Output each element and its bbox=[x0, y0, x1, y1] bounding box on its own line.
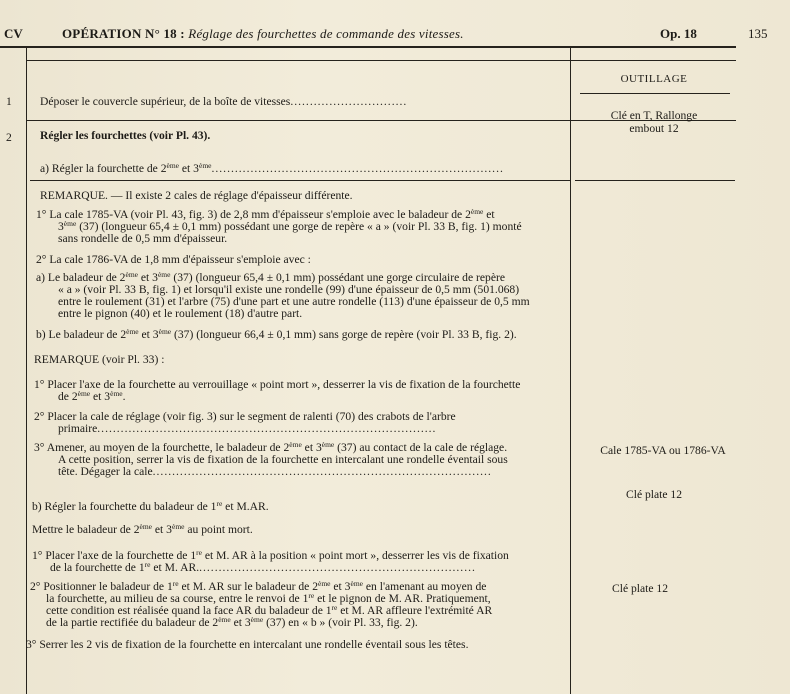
remark-1-item-1-line-2: 3ème (37) (longueur 65,4 ± 0,1 mm) possédant une gorge de repère « a » (voir Pl. 33 B, fig. 1) monté bbox=[58, 219, 522, 233]
step-t2-line-4: de la partie rectifiée du baladeur de 2ème et 3ème (37) en « b » (voir Pl. 33, fig. 2). bbox=[46, 615, 418, 629]
operation-ref: Op. 18 bbox=[660, 26, 697, 41]
tool-divider bbox=[575, 180, 735, 181]
item-2a-line-3: entre le roulement (31) et l'arbre (75) d'une part et une autre rondelle (113) d'une épaisseur de 0,5 mm bbox=[58, 295, 530, 308]
remark-2: REMARQUE (voir Pl. 33) : bbox=[34, 353, 165, 366]
operation-subject: Réglage des fourchettes de commande des vitesses. bbox=[188, 26, 464, 41]
step-s2-line-2: primaire....................................................................................... bbox=[58, 422, 437, 435]
item-2a-line-4: entre le pignon (40) et le roulement (18) d'autre part. bbox=[58, 307, 303, 320]
step-t1-line-2: de la fourchette de 1re et M. AR........................................................................ bbox=[50, 560, 476, 574]
left-margin-rule bbox=[26, 48, 27, 694]
header-rule-thin bbox=[26, 60, 736, 61]
step-s2-line-1: 2° Placer la cale de réglage (voir fig. 3) sur le segment de ralenti (70) des crabots de l'arbre bbox=[34, 410, 456, 423]
page-number: 135 bbox=[748, 26, 768, 41]
tool-3: Clé plate 12 bbox=[625, 488, 683, 501]
step-t3: 3° Serrer les 2 vis de fixation de la fourchette en intercalant une rondelle éventail sous les têtes. bbox=[26, 638, 469, 651]
header-rule bbox=[0, 46, 736, 48]
section-label: CV bbox=[4, 26, 23, 41]
remark-1-item-1-line-1: 1° La cale 1785-VA (voir Pl. 43, fig. 3) de 2,8 mm d'épaisseur s'emploie avec le baladeur de 2ème et bbox=[36, 207, 495, 221]
step-s1-line-1: 1° Placer l'axe de la fourchette au verrouillage « point mort », desserrer la vis de fixation de la fourchette bbox=[34, 378, 521, 391]
step-s1-line-2: de 2ème et 3ème. bbox=[58, 389, 126, 403]
row-divider bbox=[30, 180, 570, 181]
step-t1-line-1: 1° Placer l'axe de la fourchette de 1re et M. AR à la position « point mort », desserrer les vis de fixation bbox=[32, 548, 509, 562]
step-2: Régler les fourchettes (voir Pl. 43). bbox=[40, 129, 211, 142]
step-t2-line-1: 2° Positionner le baladeur de 1re et M. AR sur le baladeur de 2ème et 3ème en l'amenant au moyen de bbox=[30, 579, 487, 593]
step-s3-line-3: tête. Dégager la cale....................................................................................... bbox=[58, 465, 492, 478]
item-2a-line-1: a) Le baladeur de 2ème et 3ème (37) (longueur 65,4 ± 0,1 mm) possédant une gorge circulaire de repère bbox=[36, 270, 505, 284]
item-2a-line-2: « a » (voir Pl. 33 B, fig. 1) et lorsqu'il existe une rondelle (99) d'une épaisseur de 0,5 mm (501.068) bbox=[58, 283, 520, 296]
row-number-2: 2 bbox=[6, 131, 12, 144]
tool-2: Cale 1785-VA ou 1786-VA bbox=[600, 444, 726, 457]
step-b-title: b) Régler la fourchette du baladeur de 1re et M.AR. bbox=[32, 499, 269, 513]
step-s3-line-1: 3° Amener, au moyen de la fourchette, le baladeur de 2ème et 3ème (37) au contact de la cale de réglage. bbox=[34, 440, 508, 454]
tool-4: Clé plate 12 bbox=[611, 582, 669, 595]
remark-1-item-1-line-3: sans rondelle de 0,5 mm d'épaisseur. bbox=[58, 232, 228, 245]
operation-number: OPÉRATION N° 18 : bbox=[62, 26, 185, 41]
remark-1: REMARQUE. — Il existe 2 cales de réglage d'épaisseur différente. bbox=[40, 189, 353, 202]
step-2a-title: a) Régler la fourchette de 2ème et 3ème........................................................................... bbox=[40, 161, 504, 175]
item-2b: b) Le baladeur de 2ème et 3ème (37) (longueur 66,4 ± 0,1 mm) sans gorge de repère (voir Pl. 33 B, fig. 2). bbox=[36, 327, 517, 341]
step-1: Déposer le couvercle supérieur, de la boîte de vitesses.............................. bbox=[40, 95, 408, 108]
tool-1-line-1: Clé en T, Rallonge bbox=[610, 109, 698, 122]
page-title bbox=[62, 26, 464, 42]
row-number-1: 1 bbox=[6, 95, 12, 108]
step-t2-line-3: cette condition est réalisée quand la face AR du baladeur de 1re et M. AR affleure l'extrémité AR bbox=[46, 603, 493, 617]
tool-1-line-2: embout 12 bbox=[629, 122, 679, 135]
tooling-heading-rule bbox=[580, 93, 730, 94]
step-b-subtitle: Mettre le baladeur de 2ème et 3ème au point mort. bbox=[32, 522, 253, 536]
step-t2-line-2: la fourchette, au milieu de sa course, entre le renvoi de 1re et le pignon de M. AR. Pratiquement, bbox=[46, 591, 491, 605]
step-s3-line-2: A cette position, serrer la vis de fixation de la fourchette en intercalant une rondelle éventail sous bbox=[58, 453, 508, 466]
remark-1-item-2: 2° La cale 1786-VA de 1,8 mm d'épaisseur s'emploie avec : bbox=[36, 253, 311, 266]
tooling-heading: OUTILLAGE bbox=[620, 73, 688, 85]
tooling-column-rule bbox=[570, 48, 571, 694]
